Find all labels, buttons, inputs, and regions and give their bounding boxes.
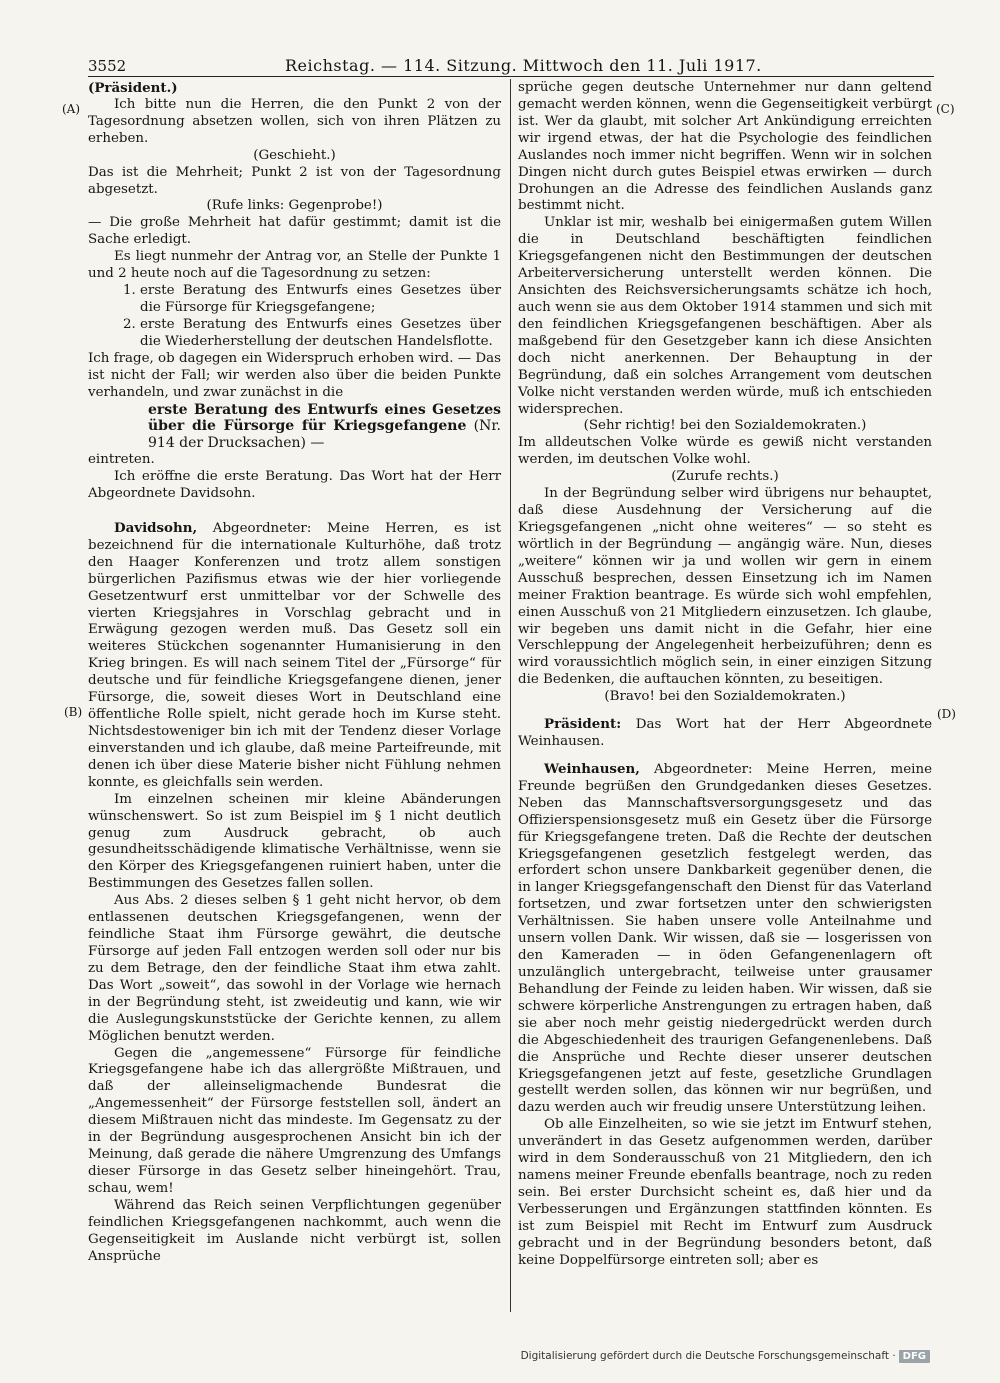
agenda-item-1: 1. erste Beratung des Entwurfs eines Gesetzes über die Fürsorge für Kriegsgefangene; [140, 283, 501, 317]
speech-weinhausen [518, 761, 932, 1117]
margin-mark-d: (D) [937, 707, 956, 721]
stage-direction: (Bravo! bei den Sozialdemokraten.) [604, 689, 846, 705]
paragraph: Gegen die „angemessene“ Fürsorge für feindliche Kriegsgefangene habe ich das allergrößte Mißtrauen, und daß der alleinseligmachende Bundesrat die „Angemessenheit“ der Fürsorge feststellen soll, ändert an diesem Mißtrauen nicht das mindeste. Im Gegensatz zu der in der Begründung ausgesprochenen Ansicht bin ich der Meinung, daß gerade die nähere Umgrenzung des Umfangs dieser Fürsorge in das Gesetz selber hineingehört. Trau, schau, wem! [88, 1045, 501, 1196]
stage-direction: (Sehr richtig! bei den Sozialdemokraten.) [583, 418, 867, 434]
agenda-item-2: 2. erste Beratung des Entwurfs eines Gesetzes über die Wiederherstellung der deutschen Handelsflotte. [140, 317, 501, 351]
paragraph: Während das Reich seinen Verpflichtungen gegenüber feindlichen Kriegsgefangenen nachkommt, auch wenn die Gegenseitigkeit im Auslande nicht verbürgt ist, sollen Ansprüche [88, 1197, 501, 1264]
paragraph: Ich frage, ob dagegen ein Widerspruch erhoben wird. — Das ist nicht der Fall; wir werden also über die beiden Punkte verhandeln, und zwar zunächst in die [88, 350, 501, 400]
footer-text: Digitalisierung gefördert durch die Deutsche Forschungsgemeinschaft · [520, 1350, 896, 1362]
left-column [88, 80, 501, 1266]
paragraph: Ich eröffne die erste Beratung. Das Wort hat der Herr Abgeordnete Davidsohn. [88, 469, 501, 502]
right-column [518, 80, 932, 1270]
margin-mark-b: (B) [64, 705, 83, 719]
margin-mark-a: (A) [62, 102, 81, 116]
paragraph: sprüche gegen deutsche Unternehmer nur dann geltend gemacht werden können, wenn die Gegenseitigkeit verbürgt ist. Wer da glaubt, mit solcher Art Ankündigung erreichten wir irgend etwas, der hat die Psychologie des feindlichen Auslandes noch immer nicht begriffen. Wenn wir in solchen Dingen nicht durch gutes Beispiel etwas erwirken — durch Drohungen an die Adresse des feindlichen Auslands ganz bestimmt nicht. [518, 80, 932, 214]
agenda-list [88, 283, 501, 351]
paragraph: Aus Abs. 2 dieses selben § 1 geht nicht hervor, ob dem entlassenen deutschen Kriegsgefangenen, wenn der feindliche Staat ihm Fürsorge gewährt, die deutsche Fürsorge auf jeden Fall entzogen werden soll oder nur bis zu dem Betrage, den der feindliche Staat ihm etwa zahlt. Das Wort „soweit“, das sowohl in der Vorlage wie hernach in der Begründung steht, ist zweideutig und kann, wie wir die Auslegungskunststücke der Gerichte kennen, zu allem Möglichen benutzt werden. [88, 893, 501, 1044]
speaker-name: Präsident: [544, 716, 622, 733]
paragraph: Ob alle Einzelheiten, so wie sie jetzt im Entwurf stehen, unverändert in das Gesetz aufgenommen werden, darüber wird in dem Sonderausschuß von 21 Mitgliedern, den ich namens meiner Freunde ebenfalls beantrage, noch zu reden sein. Bei erster Durchsicht scheint es, daß hier und da Verbesserungen und Ergänzungen stattfinden könnten. Es ist zum Beispiel mit Recht im Entwurf zum Ausdruck gebracht und in der Begründung besonders betont, daß keine Doppelfürsorge eintreten soll; aber es [518, 1117, 932, 1268]
paragraph: Im einzelnen scheinen mir kleine Abänderungen wünschenswert. So ist zum Beispiel im § 1 nicht deutlich genug zum Ausdruck gebracht, ob auch gesundheitsschädigende klimatische Verhältnisse, wenn sie den Körper des Kriegsgefangenen ruiniert haben, unter die Bestimmungen des Gesetzes fallen sollen. [88, 791, 501, 892]
margin-mark-c: (C) [936, 102, 955, 116]
speaker-tag: (Präsident.) [88, 80, 178, 96]
page-number: 3552 [88, 57, 127, 75]
paragraph: In der Begründung selber wird übrigens nur behauptet, daß diese Ausdehnung der Versicherung auf die Kriegsgefangenen „nicht ohne weiteres“ — so steht es wörtlich in der Begründung — angängig wäre. Nun, dieses „weitere“ können wir ja und wollen wir gern in einem Ausschuß besprechen, dessen Einsetzung ich im Namen meiner Fraktion beantrage. Es würde sich wohl empfehlen, einen Ausschuß von 21 Mitgliedern einzusetzen. Ich glaube, wir begeben uns damit nicht in die Gefahr, hier eine Verschleppung der Angelegenheit herbeizuführen; denn es wird voraussichtlich möglich sein, in einer einzigen Sitzung die Bedenken, die auftauchen könnten, zu beseitigen. [518, 486, 932, 688]
header-rule [88, 76, 934, 77]
running-head: Reichstag. — 114. Sitzung. Mittwoch den 11. Juli 1917. [285, 56, 762, 75]
paragraph: eintreten. [88, 452, 155, 468]
stage-direction: (Zurufe rechts.) [671, 469, 779, 485]
footer-credit [521, 1350, 930, 1363]
speaker-name: Davidsohn, [114, 519, 198, 536]
paragraph: Das ist die Mehrheit; Punkt 2 ist von der Tagesordnung abgesetzt. [88, 164, 501, 197]
paragraph: Ich bitte nun die Herren, die den Punkt 2 von der Tagesordnung absetzen wollen, sich von ihren Plätzen zu erheben. [88, 96, 501, 146]
speech-text: Das Wort hat der Herr Abgeordnete Weinhausen. [518, 717, 932, 750]
speech-text: Abgeordneter: Meine Herren, es ist bezeichnend für die internationale Kulturhöhe, daß trotz den Haager Konferenzen und trotz allem sonstigen bürgerlichen Pazifismus etwas wie der hier vorliegende Gesetzentwurf erst unmittelbar vor der Schwelle des vierten Kriegsjahres in Vorschlag gebracht und in Erwägung gezogen werden muß. Das Gesetz soll ein weiteres Stückchen sogenannter Humanisierung in den Krieg bringen. Es will nach seinem Titel der „Fürsorge“ für deutsche und für feindliche Kriegsgefangene dienen, jener Fürsorge, die, soweit dieses Wort in Deutschland eine öffentliche Rolle spielt, nicht gerade hoch im Kurse steht. Nichtsdestoweniger bin ich mit der Tendenz dieser Vorlage einverstanden und ich glaube, daß meine Parteifreunde, mit denen ich über diese Materie bisher nicht Fühlung nehmen konnte, es gleichfalls sein werden. [88, 520, 501, 790]
speech-praesident [518, 716, 932, 751]
agenda-heading-bold: erste Beratung des Entwurfs eines Gesetzes über die Fürsorge für Kriegsgefangene [148, 401, 501, 435]
column-divider [510, 79, 511, 1312]
agenda-heading-note: (Nr. 914 der Drucksachen) — [148, 418, 501, 452]
paragraph: — Die große Mehrheit hat dafür gestimmt; damit ist die Sache erledigt. [88, 215, 501, 248]
agenda-heading [88, 402, 501, 453]
paragraph: Unklar ist mir, weshalb bei einigermaßen gutem Willen die in Deutschland beschäftigten feindlichen Kriegsgefangenen nicht den Bestimmungen der deutschen Arbeiterversicherung unterstellt werden können. Die Ansichten des Reichsversicherungsamts schätze ich hoch, auch wenn sie aus dem Oktober 1914 stammen und sich mit den feindlichen Kriegsgefangenen beschäftigen. Aber als maßgebend für den Gesetzgeber kann ich diese Ansichten doch nicht anerkennen. Der Behauptung in der Begründung, daß ein solches Arrangement vom deutschen Volke nicht verstanden werden würde, muß ich entschieden widersprechen. [518, 215, 932, 417]
speech-davidsohn [88, 520, 501, 792]
stage-direction: (Rufe links: Gegenprobe!) [206, 198, 383, 214]
paragraph: Im alldeutschen Volke würde es gewiß nicht verstanden werden, im deutschen Volke wohl. [518, 435, 932, 468]
paragraph: Es liegt nunmehr der Antrag vor, an Stelle der Punkte 1 und 2 heute noch auf die Tagesordnung zu setzen: [88, 249, 501, 282]
dfg-logo: DFG [899, 1350, 930, 1363]
stage-direction: (Geschieht.) [253, 147, 336, 163]
speech-text: Abgeordneter: Meine Herren, meine Freunde begrüßen den Grundgedanken dieses Gesetzes. Neben das Mannschaftsversorgungsgesetz und das Offizierspensionsgesetz muß ein Gesetz über die Fürsorge für Kriegsgefangene treten. Daß die Rechte der deutschen Kriegsgefangenen gesetzlich festgelegt werden, das erfordert schon unsere Dankbarkeit gegenüber denen, die in langer Kriegsgefangenschaft den Dienst für das Vaterland fortsetzen, und zwar fortsetzen unter den schwierigsten Verhältnissen. Sie haben unsere volle Anteilnahme und unsern vollen Dank. Wir wissen, daß sie — losgerissen von den Kameraden — in öden Gefangenenlagern oft unzulänglich untergebracht, teilweise unter grausamer Behandlung der Feinde zu leiden haben. Wir wissen, daß sie schwere körperliche Anstrengungen zu ertragen haben, daß sie aber noch mehr geistig niedergedrückt werden durch die Abgeschiedenheit des traurigen Gefangenenlebens. Daß die Ansprüche und Rechte dieser unserer deutschen Kriegsgefangenen jetzt auf feste, gesetzliche Grundlagen gestellt werden sollen, das können wir nur begrüßen, und dazu werden auch wir freudig unsere Unterstützung leihen. [518, 761, 932, 1116]
speaker-name: Weinhausen, [544, 760, 640, 777]
